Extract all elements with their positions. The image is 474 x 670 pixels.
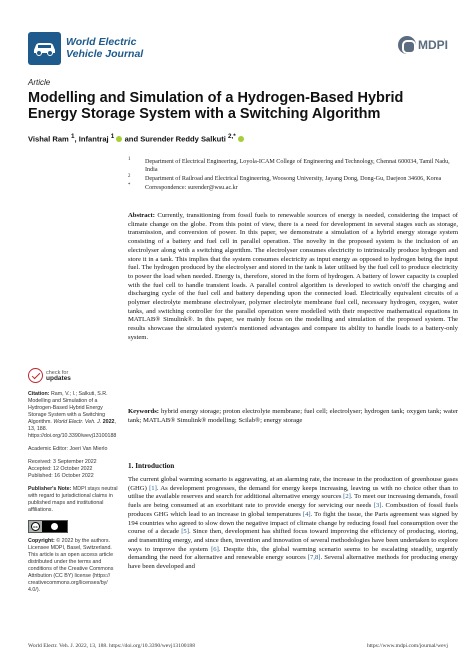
citation-block	[28, 391, 120, 440]
journal-name-line2: Vehicle Journal	[66, 48, 144, 60]
journal-name	[66, 36, 206, 60]
publisher-logo	[398, 36, 448, 54]
author-1[interactable]: Vishal Ram	[28, 134, 69, 144]
citation-link[interactable]: [3]	[373, 502, 382, 510]
sidebar	[28, 368, 120, 600]
publisher-note-label: Publisher's Note:	[28, 486, 72, 492]
publisher-note-text: MDPI stays neutral with regard to jurisdictional claims in published maps and institutional affiliations.	[28, 486, 118, 513]
citation-label: Citation:	[28, 391, 50, 397]
received-date: Received: 3 September 2022	[28, 459, 97, 465]
citation-link[interactable]: [7,8]	[307, 554, 321, 562]
author-1-affil: 1	[70, 133, 75, 140]
affiliation-number: 2	[128, 174, 131, 179]
footer-journal-url[interactable]: https://www.mdpi.com/journal/wevj	[366, 643, 448, 649]
cc-by-person-icon	[51, 523, 58, 530]
journal-name-line1: World Electric	[66, 36, 137, 48]
author-2[interactable]: Infantraj	[78, 134, 109, 144]
cc-logo-text: cc	[31, 522, 40, 531]
body-segment: . Since then, development has shifted focus toward improving the efficiency of producing, storing, and transmitting energy, and since then, invention and innovation of several methodologies have been undertaken to explore ways to improve the system	[128, 528, 458, 553]
body-segment: The current global warming scenario is aggravating, at an alarming rate, the increase in the production of greenhouse gases (GHG)	[128, 476, 458, 492]
body-segment: . As development progresses, the demand for energy keeps increasing, leaving us with no choice other than to utilise the available reserves and search for additional alternative energy sources	[128, 484, 458, 501]
citation-link[interactable]: [6]	[211, 545, 219, 553]
affiliation-text: Department of Railroad and Electrical Engineering, Woosong University, Jayang Dong, Dong-Gu, Daejeon 34606, Korea	[145, 176, 442, 182]
check-updates-label	[46, 370, 71, 382]
abstract-text: Currently, transitioning from fossil fuels to renewable sources of energy is needed, considering the impact of climate change on the globe. From this point of view, there is a need for development in several stages such as storage, transmission, and conversion of power. In this paper, we demonstrate a simulation of a hybrid energy storage system consisting of a battery and fuel cell in parallel operation. The novelty in the proposed system is the inclusion of an electrolyser along with a switching algorithm. The electrolyser consumes electricity to intrinsically produce hydrogen and store it in a tank. This implies that the system consumes electricity as input energy as opposed to hydrogen being the input fuel. The hydrogen produced by the electrolyser and stored in the tank is later utilised by the fuel cell to produce electricity to power the load when needed. Energy is, therefore, stored in the form of hydrogen. A battery of lower capacity is coupled with the fuel cell to handle transient loads. A parallel control algorithm is developed to switch on/off the charging and discharging cycle of the fuel cell and battery depending upon the connected load. Electrically equivalent circuits of a polymer electrolyte membrane electrolyser, polymer electrolyte membrane fuel cell, necessary hydrogen, oxygen, water tanks, and switching controller for the parallel operation were modelled with their respective mathematical equations in MATLAB® Simulink®. In this paper, we mainly focus on the modelling and simulation of the proposed system. The results showcase the simulated system's mentioned advantages and compare its ability to handle loads to a battery-only system.	[128, 212, 458, 341]
correspondence-text[interactable]: Correspondence: surender@wsu.ac.kr	[145, 185, 238, 191]
article-type: Article	[28, 78, 51, 87]
body-segment: . Despite this, the global warming scenario seems to be escalating steadily, urgently demanding the need for alternative and renewable energy sources	[128, 545, 458, 562]
footer-citation[interactable]: World Electr. Veh. J. 2022, 13, 188. https://doi.org/10.3390/wevj13100188	[28, 643, 195, 649]
orcid-icon[interactable]	[238, 136, 244, 142]
check-updates-icon	[28, 368, 43, 383]
check-for-updates[interactable]	[28, 368, 120, 383]
keywords	[128, 408, 458, 425]
editor-block	[28, 446, 120, 453]
keywords-text: hybrid energy storage; proton electrolyte membrane; fuel cell; electrolyser; hydrogen tank; oxygen tank; water tank; MATLAB® Simulink® modelling; Scilab®; energy storage	[128, 408, 458, 424]
copyright-block	[28, 538, 120, 594]
accepted-date: Accepted: 12 October 2022	[28, 466, 93, 472]
car-icon	[32, 40, 57, 56]
page-footer	[28, 643, 448, 649]
correspondence	[128, 184, 458, 192]
citation-link[interactable]: [5]	[181, 528, 189, 536]
journal-header	[28, 32, 448, 72]
citation-doi[interactable]: , 13, 188. https://doi.org/10.3390/wevj13100188	[28, 419, 117, 439]
publisher-name: MDPI	[418, 38, 448, 52]
body-segment: . To meet our increasing demands, fossil fuels are being consumed at an exorbitant rate to provide energy for servicing our needs	[128, 493, 458, 510]
check-updates-line2: updates	[46, 374, 71, 382]
copyright-label: Copyright:	[28, 538, 55, 544]
affiliation-number: 1	[128, 157, 131, 162]
copyright-text: © 2022 by the authors. Licensee MDPI, Basel, Switzerland. This article is an open access article distributed under the terms and conditions of the Creative Commons Attribution (CC BY) license (https:// creativecommons.org/licenses/by/ 4.0/).	[28, 538, 114, 593]
section-heading: 1. Introduction	[128, 462, 175, 470]
author-3[interactable]: and Surender Reddy Salkuti	[124, 134, 226, 144]
author-2-affil: 1	[110, 133, 115, 140]
abstract-label: Abstract:	[128, 212, 155, 219]
body-segment: . Several alternative methods for producing energy have been developed and	[128, 554, 458, 571]
affiliations	[128, 158, 458, 193]
paper-title: Modelling and Simulation of a Hydrogen-Based Hybrid Energy Storage System with a Switching Algorithm	[28, 90, 404, 122]
published-date: Published: 16 October 2022	[28, 473, 94, 479]
academic-editor: Academic Editor: Joeri Van Mierlo	[28, 446, 108, 452]
affiliation-text: Department of Electrical Engineering, Loyola-ICAM College of Engineering and Technology, Chennai 600034, Tamil Nadu, India	[145, 159, 450, 173]
orcid-icon[interactable]	[116, 136, 122, 142]
citation-year: 2022	[102, 419, 115, 425]
introduction-text	[128, 476, 458, 572]
author-3-affil: 2,*	[227, 133, 236, 140]
cc-license-badge[interactable]	[28, 520, 68, 533]
cc-icon	[29, 521, 42, 532]
citation-journal: World Electr. Veh. J.	[53, 419, 102, 425]
mdpi-icon	[398, 36, 416, 54]
affiliation-item	[128, 158, 458, 174]
author-list: Vishal Ram $^1$, Infantraj $^1$ and Surender Reddy Salkuti $^{2,*}$	[28, 133, 448, 144]
affiliation-number: *	[128, 183, 131, 188]
citation-link[interactable]: [2]	[343, 493, 351, 501]
publisher-note	[28, 486, 120, 514]
cc-by-icon	[42, 521, 67, 532]
journal-logo	[28, 32, 61, 65]
body-segment: . Combustion of fossil fuels produces GHG which lead to an increase in global temperatures	[128, 502, 458, 518]
citation-text: Ram, V.; I.; Salkuti, S.R. Modelling and Simulation of a Hydrogen-Based Hybrid Energy Storage System with a Switching Algorithm.	[28, 391, 108, 425]
keywords-label: Keywords:	[128, 408, 159, 415]
affiliation-item	[128, 175, 458, 183]
citation-link[interactable]: [4]	[302, 510, 311, 518]
dates-block	[28, 459, 120, 480]
check-updates-line1: check for	[46, 369, 69, 376]
body-segment: . To fight the issue, the Paris agreement was signed by 194 countries who agreed to slow down the negative impact of climate change by reducing fossil fuel consumption over the course of a decade	[128, 510, 458, 536]
citation-link[interactable]: [1]	[149, 484, 157, 492]
abstract	[128, 212, 458, 343]
